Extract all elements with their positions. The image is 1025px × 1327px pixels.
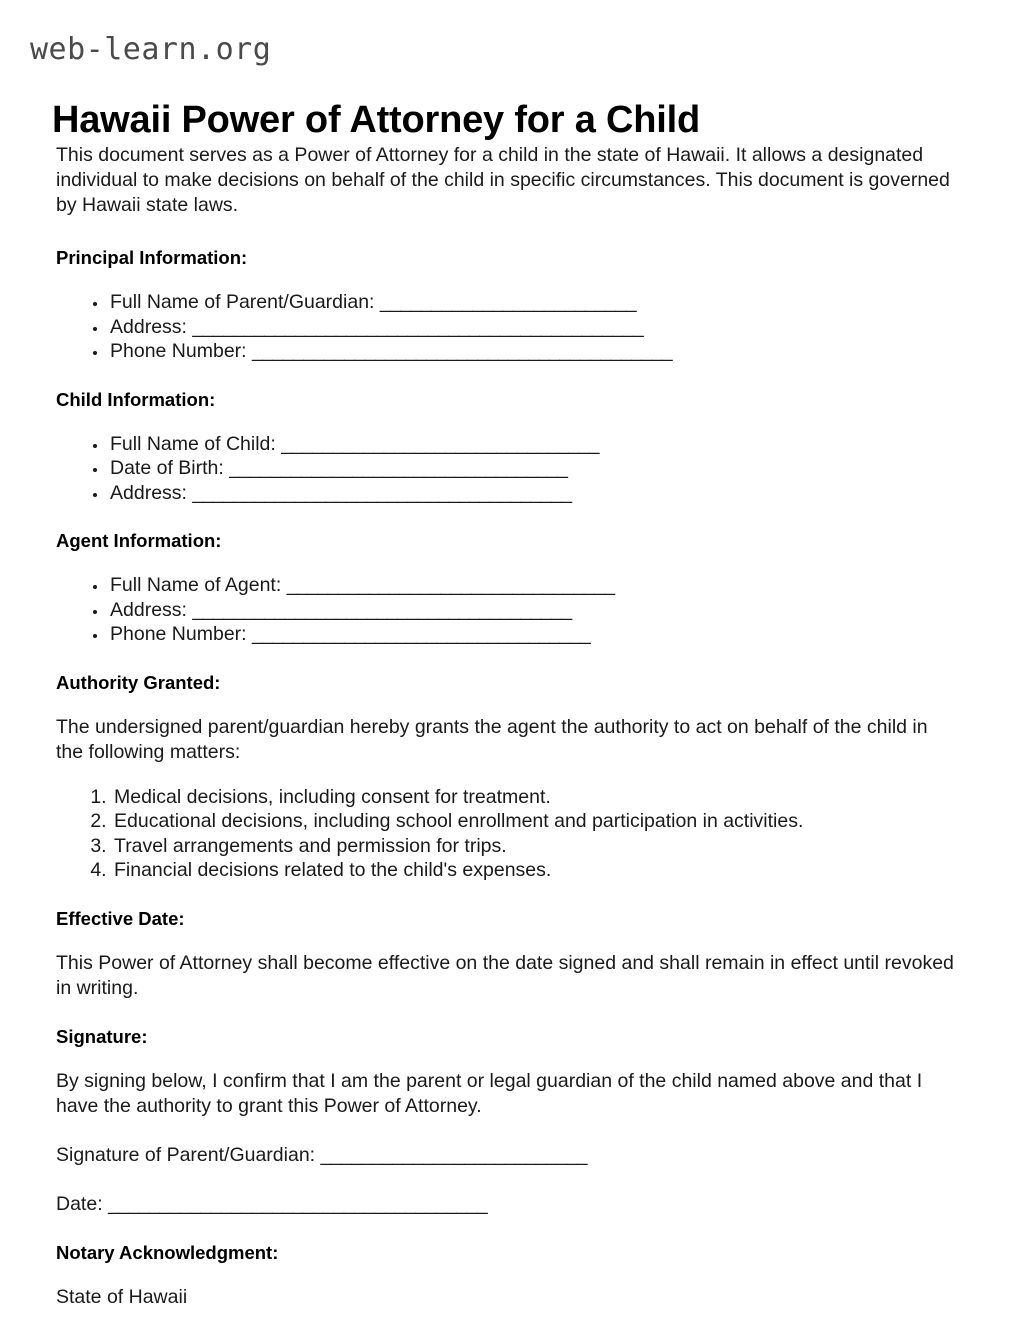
heading-child-information: Child Information: <box>56 388 216 410</box>
list-item <box>108 573 954 598</box>
intro-paragraph: This document serves as a Power of Attorney for a child in the state of Hawaii. It allows a designated individual to make decisions on behalf of the child in specific circumstances. This document is governed by Hawaii state laws. <box>56 144 950 216</box>
heading-notary-acknowledgment: Notary Acknowledgment: <box>56 1241 279 1263</box>
list-item: 2. Educational decisions, including school enrollment and participation in activities. <box>112 809 954 834</box>
parent-signature-fill-line: __________________________ <box>320 1143 587 1166</box>
heading-signature: Signature: <box>56 1025 148 1047</box>
agent-field-list <box>56 573 954 647</box>
child-field-list <box>56 432 954 506</box>
field-label: Date of Birth: <box>110 457 224 479</box>
site-logo: web-learn.org <box>30 32 272 67</box>
fill-in-line: _____________________________________ <box>192 598 572 621</box>
page-title: Hawaii Power of Attorney for a Child <box>52 99 701 142</box>
list-item <box>108 290 954 315</box>
list-item <box>108 598 954 623</box>
signature-date-label: Date: <box>56 1192 103 1215</box>
list-item <box>108 622 954 647</box>
fill-in-line: _________________________________________ <box>252 340 673 362</box>
field-label: Phone Number: <box>110 623 247 645</box>
fill-in-line: _____________________________________ <box>192 481 572 504</box>
fill-in-line: _________________________________ <box>229 457 568 479</box>
list-item <box>108 456 954 481</box>
document-body <box>56 143 954 1310</box>
list-item: 1. Medical decisions, including consent for treatment. <box>112 785 954 810</box>
list-item <box>108 339 954 364</box>
field-label: Phone Number: <box>110 340 247 362</box>
signature-date-fill-line: _____________________________________ <box>108 1192 488 1215</box>
heading-agent-information: Agent Information: <box>56 530 222 551</box>
heading-effective-date: Effective Date: <box>56 907 185 929</box>
field-label: Address: <box>110 481 187 504</box>
field-label: Full Name of Agent: <box>110 574 282 596</box>
fill-in-line: _________________________ <box>379 291 637 313</box>
field-label: Full Name of Parent/Guardian: <box>110 291 375 313</box>
authority-items-list <box>56 785 954 883</box>
field-label: Address: <box>110 315 187 338</box>
heading-authority-granted: Authority Granted: <box>56 671 221 693</box>
fill-in-line: ________________________________ <box>286 574 615 596</box>
notary-state-line: State of Hawaii <box>56 1285 188 1308</box>
parent-signature-label: Signature of Parent/Guardian: <box>56 1143 316 1166</box>
list-item: 3. Travel arrangements and permission for trips. <box>112 834 954 859</box>
list-item: 4. Financial decisions related to the child's expenses. <box>112 858 954 883</box>
parent-signature-row <box>56 1143 954 1168</box>
signature-paragraph: By signing below, I confirm that I am the parent or legal guardian of the child named above and that I have the authority to grant this Power of Attorney. <box>56 1069 923 1117</box>
fill-in-line: _________________________________ <box>252 623 591 645</box>
heading-principal-information: Principal Information: <box>56 247 248 268</box>
field-label: Full Name of Child: <box>110 432 276 455</box>
principal-field-list <box>56 290 954 364</box>
fill-in-line: _______________________________ <box>281 432 599 455</box>
effective-date-paragraph: This Power of Attorney shall become effective on the date signed and shall remain in effect until revoked in writing. <box>56 951 954 999</box>
list-item <box>108 432 954 457</box>
signature-date-row <box>56 1192 954 1217</box>
list-item <box>108 481 954 506</box>
fill-in-line: ____________________________________________ <box>192 315 644 338</box>
list-item <box>108 315 954 340</box>
field-label: Address: <box>110 598 187 621</box>
authority-intro-paragraph: The undersigned parent/guardian hereby grants the agent the authority to act on behalf of the child in the following matters: <box>56 715 928 763</box>
